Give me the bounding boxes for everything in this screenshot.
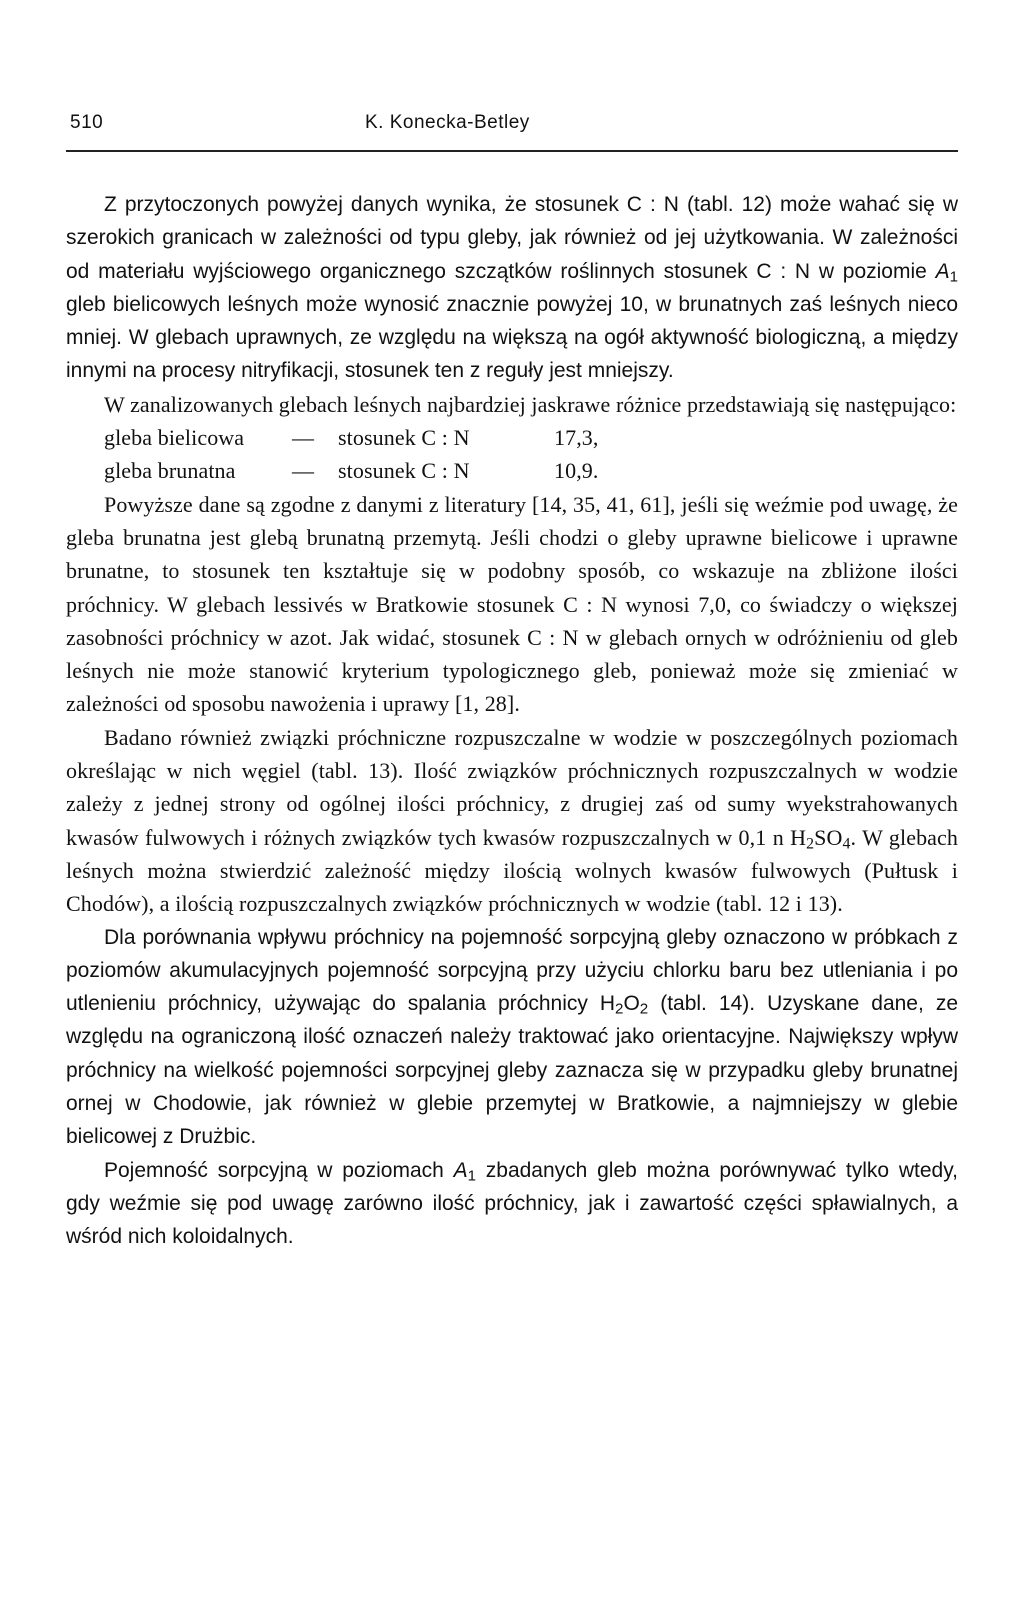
list-item: gleba brunatna — stosunek C : N 10,9. [104, 458, 599, 484]
paragraph-1: Z przytoczonych powyżej danych wynika, że stosunek C : N (tabl. 12) może wahać się w szerokich granicach w zależności od typu gleby, jak również od jej użytkowania. W zależności od materiału wyjściowego organicznego szczątków roślinnych stosunek C : N w poziomie $A_1$ gleb bielicowych leśnych może wynosić znacznie powyżej 10, w brunatnych zaś leśnych nieco mniej. W glebach uprawnych, ze względu na większą na ogół aktywność biologiczną, a między innymi na procesy nitryfikacji, stosunek ten z reguły jest mniejszy. [66, 193, 958, 383]
paragraph-4: Badano również związki próchniczne rozpuszczalne w wodzie w poszczególnych poziomach określając w nich węgiel (tabl. 13). Ilość związków próchnicznych rozpuszczalnych w wodzie zależy z jednej strony od ogólnej ilości próchnicy, z drugiej zaś od sumy wyekstrahowanych kwasów fulwowych i różnych związków tych kwasów rozpuszczalnych w 0,1 n $H_2SO_4$. W glebach leśnych można stwierdzić zależność między ilością wolnych kwasów fulwowych (Pułtusk i Chodów), a ilością rozpuszczalnych związków próchnicznych w wodzie (tabl. 12 i 13). [66, 724, 958, 917]
paragraph-6: Pojemność sorpcyjną w poziomach $A_1$ zbadanych gleb można porównywać tylko wtedy, gdy weźmie się pod uwagę zarówno ilość próchnicy, jak i zawartość części spławialnych, a wśród nich koloidalnych. [66, 1158, 958, 1249]
horizon-symbol: A [453, 1158, 468, 1182]
ratio-list [66, 421, 958, 488]
paragraph-2: W zanalizowanych glebach leśnych najbardziej jaskrawe różnice przedstawiają się następująco: [104, 391, 957, 417]
running-header [66, 112, 958, 152]
body-text [66, 188, 958, 1254]
paragraph-3: Powyższe dane są zgodne z danymi z literatury [14, 35, 41, 61], jeśli się weźmie pod uwagę, że gleba brunatna jest glebą brunatną przemytą. Jeśli chodzi o gleby uprawne bielicowe i uprawne brunatne, to stosunek ten kształtuje się w podobny sposób, co wskazuje na zbliżone ilości próchnicy. W glebach lessivés w Bratkowie stosunek C : N wynosi 7,0, co świadczy o większej zasobności próchnicy w azot. Jak widać, stosunek C : N w glebach ornych w odróżnieniu od gleb leśnych nie może stanowić kryterium typologicznego gleb, ponieważ może się zmieniać w zależności od sposobu nawożenia i uprawy [1, 28]. [66, 491, 958, 717]
paragraph-5: Dla porównania wpływu próchnicy na pojemność sorpcyjną gleby oznaczono w próbkach z poziomów akumulacyjnych pojemność sorpcyjną przy użyciu chlorku baru bez utleniania i po utlenieniu próchnicy, używając do spalania próchnicy $H_2O_2$ (tabl. 14). Uzyskane dane, ze względu na ograniczoną ilość oznaczeń należy traktować jako orientacyjne. Największy wpływ próchnicy na wielkość pojemności sorpcyjnej gleby zaznacza się w przypadku gleby brunatnej ornej w Chodowie, jak również w glebie przemytej w Bratkowie, a najmniejszy w glebie bielicowej z Drużbic. [66, 925, 958, 1149]
horizon-symbol: A [935, 259, 950, 283]
page-number: 510 [70, 112, 104, 133]
list-item: gleba bielicowa — stosunek C : N 17,3, [104, 425, 599, 451]
page [66, 112, 958, 1254]
running-author: K. Konecka-Betley [365, 112, 530, 133]
